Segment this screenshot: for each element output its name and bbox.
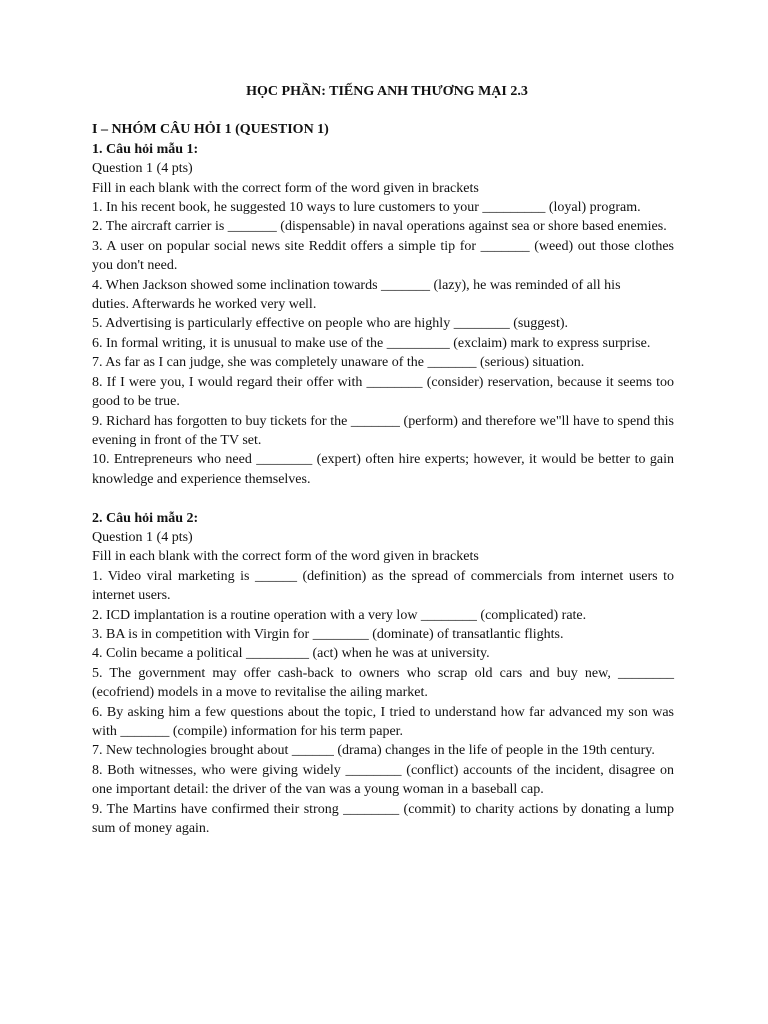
exercise-item: 7. New technologies brought about ______ (drama) changes in the life of people in the 19th century. xyxy=(92,743,655,759)
sample-block-1 xyxy=(92,140,674,489)
paragraph-spacer xyxy=(92,489,674,508)
exercise-item: 4. Colin became a political _________ (act) when he was at university. xyxy=(92,646,490,662)
exercise-item: 5. The government may offer cash-back to owners who scrap old cars and buy new, ________ (ecofriend) models in a move to revitalise the ailing market. xyxy=(92,665,674,701)
exercise-item: 2. ICD implantation is a routine operation with a very low ________ (complicated) rate. xyxy=(92,607,587,623)
sample-heading: 2. Câu hỏi mẫu 2: xyxy=(92,510,199,526)
exercise-item: 3. A user on popular social news site Reddit offers a simple tip for _______ (weed) out those clothes you don't need. xyxy=(92,238,674,274)
sample-heading: 1. Câu hỏi mẫu 1: xyxy=(92,141,199,157)
exercise-item: 8. Both witnesses, who were giving widely ________ (conflict) accounts of the incident, disagree on one important detail: the driver of the van was a young woman in a baseball cap. xyxy=(92,762,674,798)
exercise-item: 10. Entrepreneurs who need ________ (expert) often hire experts; however, it would be better to gain knowledge and experience themselves. xyxy=(92,452,674,487)
exercise-item: 5. Advertising is particularly effective on people who are highly ________ (suggest). xyxy=(92,316,569,332)
exercise-item: 7. As far as I can judge, she was completely unaware of the _______ (serious) situation. xyxy=(92,355,585,371)
exercise-item: 1. Video viral marketing is ______ (definition) as the spread of commercials from internet users to internet users. xyxy=(92,568,674,604)
exercise-item: 6. By asking him a few questions about the topic, I tried to understand how far advanced my son was with _______ (compile) information for his term paper. xyxy=(92,704,674,739)
instruction-text: Fill in each blank with the correct form of the word given in brackets xyxy=(92,180,479,196)
exercise-item: 6. In formal writing, it is unusual to make use of the _________ (exclaim) mark to express surprise. xyxy=(92,335,651,351)
exercise-item: 8. If I were you, I would regard their offer with ________ (consider) reservation, because it seems too good to be true. xyxy=(92,374,674,410)
exercise-item: 1. In his recent book, he suggested 10 ways to lure customers to your _________ (loyal) program. xyxy=(92,200,641,216)
instruction-text: Fill in each blank with the correct form of the word given in brackets xyxy=(92,549,479,565)
sample-block-2 xyxy=(92,509,674,839)
question-label: Question 1 (4 pts) xyxy=(92,529,193,545)
exercise-item: 9. The Martins have confirmed their strong ________ (commit) to charity actions by donating a lump sum of money again. xyxy=(92,801,674,837)
question-label: Question 1 (4 pts) xyxy=(92,161,193,177)
exercise-item: 3. BA is in competition with Virgin for ________ (dominate) of transatlantic flights. xyxy=(92,626,564,642)
exercise-item: 9. Richard has forgotten to buy tickets for the _______ (perform) and therefore we"ll have to spend this evening in front of the TV set. xyxy=(92,413,674,448)
document-page xyxy=(92,82,674,838)
exercise-item: 4. When Jackson showed some inclination towards _______ (lazy), he was reminded of all his xyxy=(92,277,621,293)
exercise-item: 2. The aircraft carrier is _______ (dispensable) in naval operations against sea or shore based enemies. xyxy=(92,219,667,235)
section-heading: I – NHÓM CÂU HỎI 1 (QUESTION 1) xyxy=(92,122,329,138)
document-title: HỌC PHẦN: TIẾNG ANH THƯƠNG MẠI 2.3 xyxy=(246,84,528,99)
exercise-item: duties. Afterwards he worked very well. xyxy=(92,297,317,313)
